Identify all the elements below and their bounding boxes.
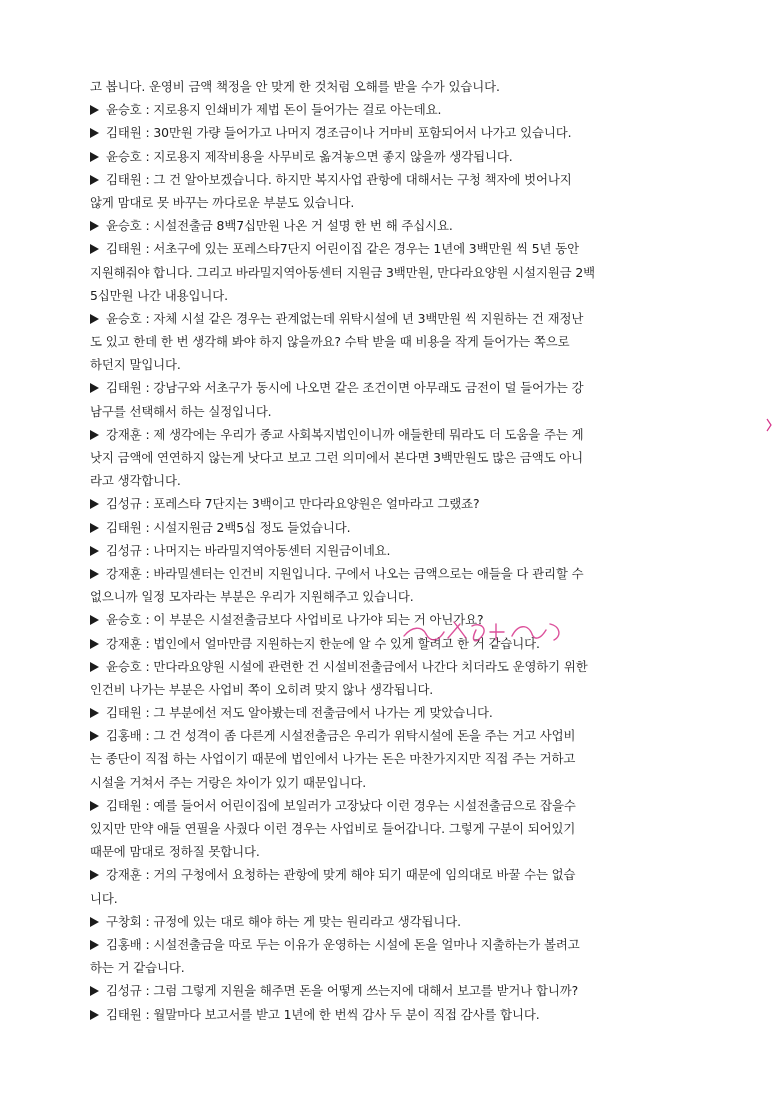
line-text: : 강남구와 서초구가 동시에 나오면 같은 조건이면 아무래도 금전이 덜 들어가는 강: [141, 380, 584, 396]
line-text: : 바라밀센터는 인건비 지원입니다. 구에서 나오는 금액으로는 애들을 다 관리할 수: [141, 565, 584, 581]
line-text: 고 봅니다. 운영비 금액 책정을 안 맞게 한 것처럼 오해를 받을 수가 있습니다.: [90, 79, 500, 94]
line-text: : 그 건 알아보겠습니다. 하지만 복지사업 관항에 대해서는 구청 책자에 벗어나지: [141, 171, 572, 187]
line-text: 니다.: [90, 890, 118, 906]
speaker-name: 김홍배: [106, 728, 142, 744]
speaker-line: [90, 307, 700, 330]
continuation-line: [90, 284, 700, 307]
line-text: 5십만원 나간 내용입니다.: [90, 287, 228, 303]
continuation-line: [90, 330, 700, 353]
bullet-triangle-icon: [90, 940, 99, 950]
line-text: 없으니까 일정 모자라는 부분은 우리가 지원해주고 있습니다.: [90, 589, 414, 605]
bullet-triangle-icon: [90, 105, 99, 115]
speaker-name: 김태원: [106, 1006, 142, 1022]
speaker-name: 김태원: [106, 797, 142, 813]
line-text: 라고 생각합니다.: [90, 473, 181, 489]
continuation-line: [90, 469, 700, 492]
speaker-line: [90, 516, 700, 539]
line-text: : 규정에 있는 대로 해야 하는 게 맞는 원리라고 생각됩니다.: [141, 913, 461, 929]
bullet-triangle-icon: [90, 639, 99, 649]
continuation-line: [90, 400, 700, 423]
bullet-triangle-icon: [90, 801, 99, 811]
speaker-name: 강재훈: [106, 426, 142, 442]
line-text: 하는 거 같습니다.: [90, 960, 185, 976]
speaker-line: [90, 655, 700, 678]
bullet-triangle-icon: [90, 569, 99, 579]
minutes-body: [90, 75, 700, 1026]
line-text: : 나머지는 바라밀지역아동센터 지원금이네요.: [141, 542, 391, 558]
line-text: : 거의 구청에서 요청하는 관항에 맞게 해야 되기 때문에 임의대로 바꿀 수는 없습: [141, 867, 576, 883]
bullet-triangle-icon: [90, 986, 99, 996]
line-text: 지원해줘야 합니다. 그리고 바라밀지역아동센터 지원금 3백만원, 만다라요양원 시설지원금 2백: [90, 264, 595, 280]
speaker-name: 김성규: [106, 983, 142, 999]
speaker-line: [90, 910, 700, 933]
speaker-name: 김태원: [106, 380, 142, 396]
line-text: 있지만 만약 애들 연필을 사줬다 이런 경우는 사업비로 들어갑니다. 그렇게 구분이 되어있기: [90, 821, 576, 836]
line-text: : 예를 들어서 어린이집에 보일러가 고장났다 이런 경우는 시설전출금으로 잡을수: [141, 797, 576, 813]
line-text: : 그 부분에선 저도 알아봤는데 전출금에서 나가는 게 맞았습니다.: [141, 705, 493, 721]
speaker-line: [90, 376, 700, 399]
bullet-triangle-icon: [90, 383, 99, 393]
continuation-line: [90, 678, 700, 701]
bullet-triangle-icon: [90, 175, 99, 185]
line-text: 낫지 금액에 연연하지 않는게 낫다고 보고 그런 의미에서 본다면 3백만원도 많은 금액도 아니: [90, 450, 584, 465]
speaker-line: [90, 701, 700, 724]
speaker-name: 강재훈: [106, 867, 142, 883]
continuation-line: [90, 191, 700, 214]
bullet-triangle-icon: [90, 708, 99, 718]
speaker-line: [90, 121, 700, 144]
speaker-line: [90, 632, 700, 655]
continuation-line: [90, 771, 700, 794]
bullet-triangle-icon: [90, 244, 99, 254]
bullet-triangle-icon: [90, 546, 99, 556]
bullet-triangle-icon: [90, 731, 99, 741]
continuation-line: [90, 840, 700, 863]
continuation-line: [90, 446, 700, 469]
line-text: : 시설지원금 2백5십 정도 들었습니다.: [141, 519, 351, 535]
speaker-name: 김태원: [106, 241, 142, 257]
speaker-line: [90, 724, 700, 747]
bullet-triangle-icon: [90, 314, 99, 324]
speaker-line: [90, 145, 700, 168]
line-text: 도 있고 한데 한 번 생각해 봐야 하지 않을까요? 수탁 받을 때 비용을 작게 들어가는 쪽으로: [90, 334, 570, 350]
speaker-name: 김성규: [106, 542, 142, 558]
bullet-triangle-icon: [90, 430, 99, 440]
speaker-line: [90, 237, 700, 260]
continuation-line: [90, 956, 700, 979]
line-text: : 서초구에 있는 포레스타7단지 어린이집 같은 경우는 1년에 3백만원 씩 5년 동안: [141, 241, 579, 257]
handwritten-signature-stamp: [400, 618, 570, 646]
bullet-triangle-icon: [90, 128, 99, 138]
line-text: 하던지 말입니다.: [90, 357, 181, 373]
speaker-line: [90, 492, 700, 515]
bullet-triangle-icon: [90, 870, 99, 880]
bullet-triangle-icon: [90, 615, 99, 625]
line-text: : 만다라요양원 시설에 관련한 건 시설비전출금에서 나간다 치더라도 운영하기 위한: [141, 658, 588, 674]
speaker-name: 김태원: [106, 125, 142, 141]
speaker-name: 윤승호: [106, 102, 142, 118]
line-text: : 이 부분은 시설전출금보다 사업비로 나가야 되는 거 아닌가요?: [141, 612, 484, 628]
line-text: : 시설전출금 8백7십만원 나온 거 설명 한 번 해 주십시요.: [141, 218, 453, 234]
line-text: : 지로용지 인쇄비가 제법 돈이 들어가는 걸로 아는데요.: [141, 102, 442, 118]
line-text: : 시설전출금을 따로 두는 이유가 운영하는 시설에 돈을 얼마나 지출하는가 볼려고: [141, 936, 580, 952]
line-text: 시설을 거쳐서 주는 거랑은 차이가 있기 때문입니다.: [90, 774, 367, 790]
speaker-line: [90, 1003, 700, 1026]
speaker-line: [90, 863, 700, 886]
line-text: : 포레스타 7단지는 3백이고 만다라요양원은 얼마라고 그랬죠?: [141, 496, 480, 512]
bullet-triangle-icon: [90, 221, 99, 231]
continuation-line: [90, 747, 700, 770]
line-text: : 30만원 가량 들어가고 나머지 경조금이나 거마비 포함되어서 나가고 있습니다.: [141, 125, 572, 141]
line-text: 남구를 선택해서 하는 실정입니다.: [90, 403, 272, 419]
speaker-name: 윤승호: [106, 218, 142, 234]
continuation-line: [90, 75, 700, 98]
speaker-name: 김태원: [106, 519, 142, 535]
speaker-line: [90, 933, 700, 956]
bullet-triangle-icon: [90, 523, 99, 533]
speaker-line: [90, 979, 700, 1002]
speaker-name: 윤승호: [106, 612, 142, 628]
line-text: 인건비 나가는 부분은 사업비 쪽이 오히려 맞지 않나 생각됩니다.: [90, 681, 434, 697]
speaker-line: [90, 608, 700, 631]
line-text: : 자체 시설 같은 경우는 관계없는데 위탁시설에 년 3백만원 씩 지원하는 건 재정난: [141, 310, 584, 326]
line-text: : 제 생각에는 우리가 종교 사회복지법인이니까 애들한테 뭐라도 더 도움을 주는 게: [141, 426, 584, 442]
speaker-line: [90, 168, 700, 191]
speaker-name: 구창회: [106, 913, 142, 929]
line-text: : 월말마다 보고서를 받고 1년에 한 번씩 감사 두 분이 직접 감사를 합니다.: [141, 1006, 540, 1022]
continuation-line: [90, 887, 700, 910]
line-text: : 법인에서 얼마만큼 지원하는지 한눈에 알 수 있게 할려고 한 거 같습니다.: [141, 635, 540, 651]
speaker-name: 김태원: [106, 171, 142, 187]
bullet-triangle-icon: [90, 917, 99, 927]
line-text: : 그럼 그렇게 지원을 해주면 돈을 어떻게 쓰는지에 대해서 보고를 받거나 합니까?: [141, 983, 579, 999]
continuation-line: [90, 261, 700, 284]
speaker-line: [90, 562, 700, 585]
speaker-name: 강재훈: [106, 635, 142, 651]
speaker-line: [90, 214, 700, 237]
line-text: 는 종단이 직접 하는 사업이기 때문에 법인에서 나가는 돈은 마찬가지지만 직접 주는 거하고: [90, 751, 576, 767]
speaker-name: 김성규: [106, 496, 142, 512]
line-text: 않게 맘대로 못 바꾸는 까다로운 부분도 있습니다.: [90, 194, 355, 210]
speaker-name: 윤승호: [106, 658, 142, 674]
continuation-line: [90, 353, 700, 376]
bullet-triangle-icon: [90, 1010, 99, 1020]
speaker-line: [90, 794, 700, 817]
margin-mark: [764, 418, 774, 432]
bullet-triangle-icon: [90, 499, 99, 509]
speaker-name: 강재훈: [106, 565, 142, 581]
bullet-triangle-icon: [90, 152, 99, 162]
speaker-line: [90, 539, 700, 562]
speaker-line: [90, 98, 700, 121]
speaker-line: [90, 423, 700, 446]
line-text: : 그 건 성격이 좀 다른게 시설전출금은 우리가 위탁시설에 돈을 주는 거고 사업비: [141, 728, 576, 744]
line-text: : 지로용지 제작비용을 사무비로 옮겨놓으면 좋지 않을까 생각됩니다.: [141, 148, 513, 164]
continuation-line: [90, 817, 700, 840]
speaker-name: 김홍배: [106, 936, 142, 952]
speaker-name: 윤승호: [106, 148, 142, 164]
line-text: 때문에 맘대로 정하질 못합니다.: [90, 844, 260, 860]
continuation-line: [90, 585, 700, 608]
speaker-name: 김태원: [106, 705, 142, 721]
bullet-triangle-icon: [90, 662, 99, 672]
speaker-name: 윤승호: [106, 310, 142, 326]
